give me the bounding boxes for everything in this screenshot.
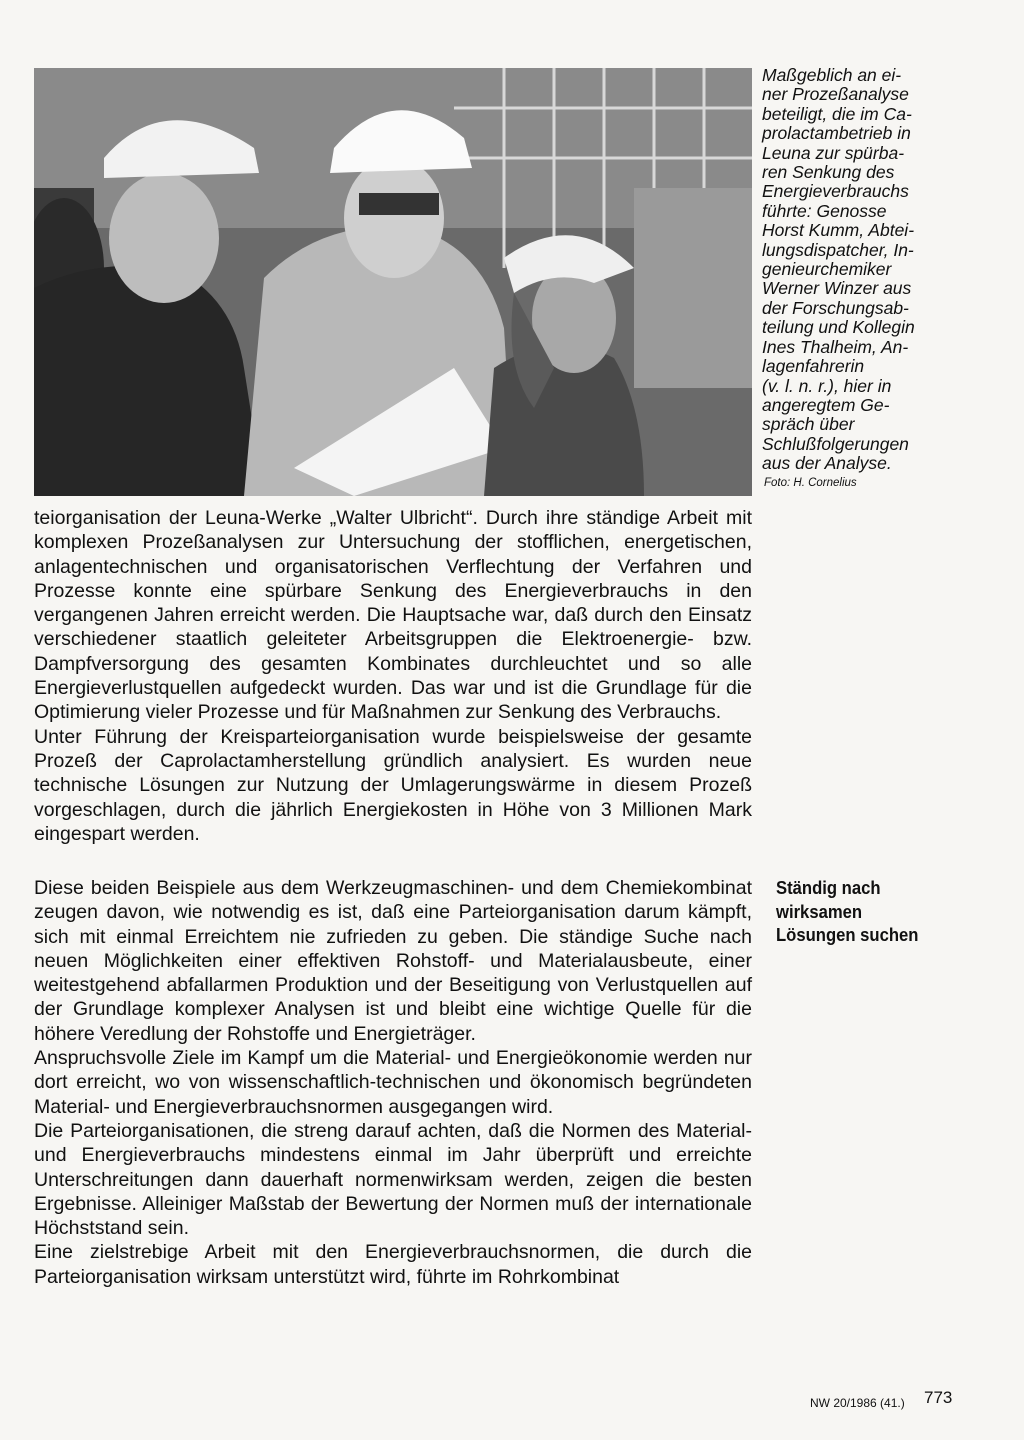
caption-line: Horst Kumm, Abtei- [762, 220, 915, 241]
caption-line: aus der Analyse. [762, 453, 892, 474]
section-heading-line: Lösungen suchen [776, 924, 919, 945]
section-heading-line: Ständig nach [776, 877, 881, 898]
page-number: 773 [924, 1388, 953, 1407]
caption-line: lagenfahrerin [762, 356, 865, 377]
article-photo [34, 68, 752, 496]
caption-line: beteiligt, die im Ca- [762, 103, 912, 124]
caption-line: Leuna zur spürba- [762, 142, 905, 163]
caption-line: führte: Genosse [762, 200, 887, 221]
paragraph: Anspruchsvolle Ziele im Kampf um die Material- und Energieökonomie werden nur dort erreicht, wo von wissenschaftlich-technischen und ökonomisch begründeten Material- und Energieverbrauchsnormen ausgegangen wird. [34, 1047, 752, 1118]
section-heading-line: wirksamen [776, 900, 863, 922]
issue-reference: NW 20/1986 (41.) [810, 1396, 905, 1410]
caption-line: Maßgeblich an ei- [762, 65, 902, 85]
caption-line: Werner Winzer aus [762, 278, 912, 299]
paragraph: Unter Führung der Kreisparteiorganisation wurde beispielsweise der gesamte Prozeß der Caprolactamherstellung gründlich analysiert. Es wurden neue technische Lösungen zur Nutzung der Umlagerungswärme in diesem Prozeß vorgeschlagen, durch die jährlich Energiekosten in Höhe von 3 Millionen Mark eingespart werden. [34, 725, 752, 845]
photo-caption [762, 66, 962, 474]
caption-line: ner Prozeßanalyse [762, 84, 909, 105]
paragraph: Diese beiden Beispiele aus dem Werkzeugmaschinen- und dem Chemiekombinat zeugen davon, wie notwendig es ist, daß eine Parteiorganisation darum kämpft, sich mit einmal Erreichtem nie zufrieden zu geben. Die ständige Suche nach neuen Möglichkeiten einer effektiven Rohstoff- und Materialausbeute, einer weitestgehend abfallarmen Produktion und der Beseitigung von Verlustquellen auf der Grundlage komplexer Analysen ist und bleibt eine wichtige Quelle für die höhere Veredlung der Rohstoffe und Energieträger. [34, 877, 752, 1045]
article-body-bottom [34, 876, 752, 1289]
paragraph: Eine zielstrebige Arbeit mit den Energieverbrauchsnormen, die durch die Parteiorganisation wirksam unterstützt wird, führte im Rohrkombinat [34, 1241, 752, 1288]
paragraph: Die Parteiorganisationen, die streng darauf achten, daß die Normen des Material- und Energieverbrauchs mindestens einmal im Jahr überprüft und erreichte Unterschreitungen dann dauerhaft normenwirksam werden, zeigen die besten Ergebnisse. Alleiniger Maßstab der Bewertung der Normen muß der internationale Höchststand sein. [34, 1119, 752, 1240]
caption-line: Energieverbrauchs [762, 181, 909, 202]
section-heading [776, 876, 956, 947]
caption-line: Ines Thalheim, An- [762, 336, 909, 357]
caption-line: prolactambetrieb in [762, 123, 911, 144]
caption-line: lungsdispatcher, In- [762, 239, 914, 260]
caption-line: (v. l. n. r.), hier in [762, 375, 892, 396]
article-body-top [34, 506, 752, 846]
photo-credit: Foto: H. Cornelius [764, 477, 857, 489]
caption-line: genieurchemiker [762, 259, 892, 280]
caption-line: teilung und Kollegin [762, 317, 915, 338]
caption-line: spräch über [762, 414, 855, 435]
caption-line: der Forschungsab- [762, 297, 909, 318]
paragraph: teiorganisation der Leuna-Werke „Walter Ulbricht“. Durch ihre ständige Arbeit mit komplexen Prozeßanalysen zur Untersuchung der stofflichen, energetischen, anlagentechnischen und organisatorischen Verflechtung der Verfahren und Prozesse konnte eine spürbare Senkung des Energieverbrauchs in den vergangenen Jahren erreicht werden. Die Hauptsache war, daß durch den Einsatz verschiedener staatlich geleiteter Arbeitsgruppen die Elektroenergie- bzw. Dampfversorgung des gesamten Kombinates durchleuchtet und so alle Energieverlustquellen aufgedeckt wurden. Das war und ist die Grundlage für die Optimierung vieler Prozesse und für Maßnahmen zur Senkung des Verbrauchs. [34, 507, 752, 724]
caption-line: Schlußfolgerungen [762, 433, 909, 454]
caption-line: angeregtem Ge- [762, 394, 890, 415]
caption-line: ren Senkung des [762, 162, 895, 183]
photo-illustration [34, 68, 752, 496]
